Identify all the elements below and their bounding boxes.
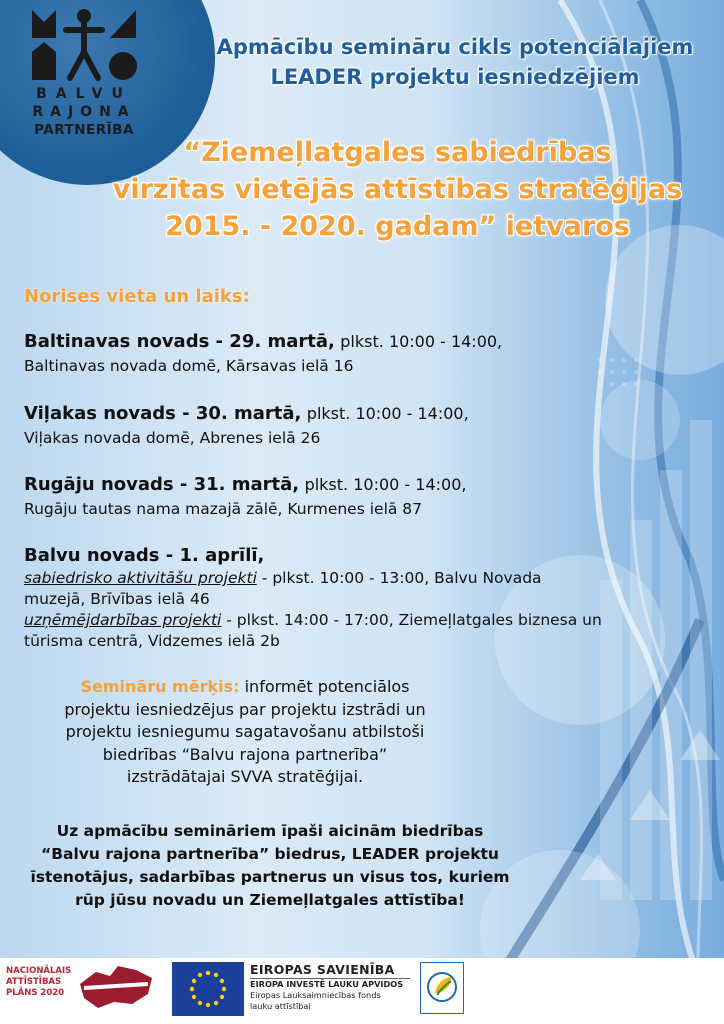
invite-line3: īstenotājus, sadarbības partnerus un visus tos, kuriem <box>30 868 510 886</box>
eu-line1: EIROPA INVESTĒ LAUKU APVIDOS <box>250 979 404 989</box>
leader-logo-icon <box>420 962 464 1014</box>
project-place-business: tūrisma centrā, Vidzemes ielā 2b <box>24 632 280 650</box>
title-line2: virzītas vietējās attīstības stratēģijas <box>112 174 683 205</box>
event-place: Viļakas novada domē, Abrenes ielā 26 <box>24 429 321 447</box>
nap-line2: ATTĪSTĪBAS <box>6 977 62 987</box>
section-label: Norises vieta un laiks: <box>24 286 250 307</box>
project-time-business: - plkst. 14:00 - 17:00, Ziemeļlatgales biznesa un <box>221 611 602 629</box>
invite-line4: rūp jūsu novadu un Ziemeļlatgales attīstība! <box>75 891 465 909</box>
seminar-goal <box>30 676 460 789</box>
logo-text-line2: RAJONA <box>32 104 136 120</box>
event-name: Balvu novads - 1. aprīlī, <box>24 545 265 566</box>
event-rugaji <box>24 473 674 521</box>
nap-line3: PLĀNS 2020 <box>6 988 65 998</box>
goal-line5: izstrādātajai SVVA stratēģijai. <box>126 767 364 786</box>
event-time: plkst. 10:00 - 14:00, <box>340 332 503 351</box>
latvia-map-icon <box>78 964 154 1010</box>
invitation-text <box>10 820 530 912</box>
eu-line3: lauku attīstībai <box>250 1001 311 1011</box>
partnership-logo-icon <box>30 8 138 82</box>
event-time: plkst. 10:00 - 14:00, <box>306 404 469 423</box>
eu-funding-text <box>250 962 410 1012</box>
event-time: plkst. 10:00 - 14:00, <box>304 475 467 494</box>
goal-line1: informēt potenciālos <box>239 677 410 696</box>
goal-line3: projektu iesniegumu sagatavošanu atbilstoši <box>65 722 425 741</box>
project-type-social: sabiedrisko aktivitāšu projekti <box>24 569 257 587</box>
title-line3: 2015. - 2020. gadam” ietvaros <box>165 211 630 242</box>
nap-line1: NACIONĀLAIS <box>6 966 72 976</box>
invite-line1: Uz apmācību semināriem īpaši aicinām biedrības <box>56 822 484 840</box>
event-balvi <box>24 544 674 652</box>
project-type-business: uzņēmējdarbības projekti <box>24 611 222 629</box>
event-name: Rugāju novads - 31. martā, <box>24 474 300 495</box>
event-name: Baltinavas novads - 29. martā, <box>24 331 335 352</box>
nap2020-logo <box>6 966 76 999</box>
title-line1: “Ziemeļlatgales sabiedrības <box>183 137 612 168</box>
logo-text-line1: BALVU <box>36 86 132 102</box>
event-baltinava <box>24 330 674 378</box>
header-line1: Apmācību semināru cikls potenciālajiem <box>216 35 694 59</box>
goal-line4: biedrības “Balvu rajona partnerība” <box>102 744 388 764</box>
event-name: Viļakas novads - 30. martā, <box>24 403 302 424</box>
eu-title: EIROPAS SAVIENĪBA <box>250 962 410 979</box>
footer-logos <box>0 958 724 1024</box>
goal-label: Semināru mērķis: <box>80 677 240 696</box>
project-time-social: - plkst. 10:00 - 13:00, Balvu Novada <box>256 569 542 587</box>
event-place: Rugāju tautas nama mazajā zālē, Kurmenes ielā 87 <box>24 500 423 518</box>
event-place: Baltinavas novada domē, Kārsavas ielā 16 <box>24 357 354 375</box>
eu-flag-icon <box>172 962 244 1016</box>
goal-line2: projektu iesniedzējus par projektu izstrādi un <box>64 699 426 719</box>
invite-line2: “Balvu rajona partnerība” biedrus, LEADER projektu <box>41 845 499 863</box>
page-title <box>95 134 700 245</box>
header-line2: LEADER projektu iesniedzējiem <box>270 65 640 89</box>
eu-line2: Eiropas Lauksaimniecības fonds <box>250 990 381 1000</box>
project-place-social: muzejā, Brīvības ielā 46 <box>24 590 210 608</box>
logo-text-line3: PARTNERĪBA <box>34 122 134 138</box>
event-vilaka <box>24 402 674 450</box>
header <box>205 32 705 92</box>
